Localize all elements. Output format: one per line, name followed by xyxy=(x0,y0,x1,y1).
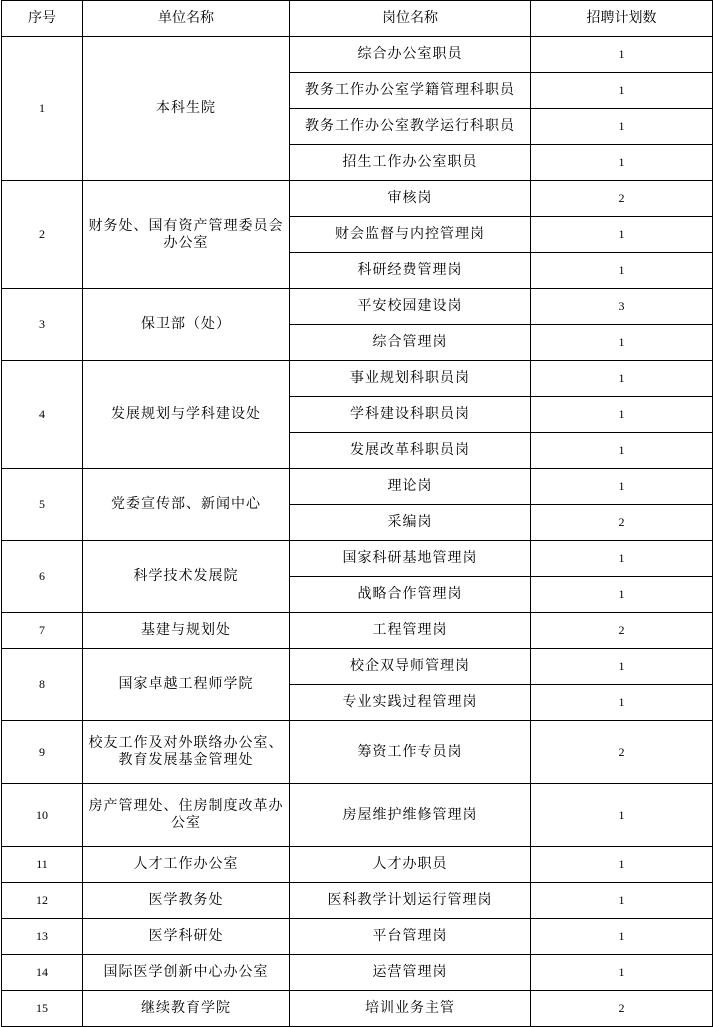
cell-unit: 校友工作及对外联络办公室、 教育发展基金管理处 xyxy=(83,721,290,784)
cell-position: 平安校园建设岗 xyxy=(290,289,531,325)
cell-count: 1 xyxy=(531,145,713,181)
cell-unit: 国际医学创新中心办公室 xyxy=(83,955,290,991)
cell-position: 教务工作办公室学籍管理科职员 xyxy=(290,73,531,109)
table-row xyxy=(2,37,713,73)
table-row xyxy=(2,361,713,397)
cell-unit: 基建与规划处 xyxy=(83,613,290,649)
cell-count: 3 xyxy=(531,289,713,325)
cell-position: 平台管理岗 xyxy=(290,919,531,955)
cell-position: 审核岗 xyxy=(290,181,531,217)
table-row xyxy=(2,289,713,325)
table-row xyxy=(2,541,713,577)
cell-count: 1 xyxy=(531,37,713,73)
cell-seq: 6 xyxy=(2,541,83,613)
cell-position: 工程管理岗 xyxy=(290,613,531,649)
cell-count: 1 xyxy=(531,73,713,109)
cell-position: 战略合作管理岗 xyxy=(290,577,531,613)
cell-position: 医科教学计划运行管理岗 xyxy=(290,883,531,919)
cell-position: 发展改革科职员岗 xyxy=(290,433,531,469)
cell-count: 2 xyxy=(531,181,713,217)
cell-position: 理论岗 xyxy=(290,469,531,505)
cell-seq: 11 xyxy=(2,847,83,883)
cell-position: 采编岗 xyxy=(290,505,531,541)
cell-unit: 国家卓越工程师学院 xyxy=(83,649,290,721)
cell-count: 1 xyxy=(531,577,713,613)
cell-seq: 15 xyxy=(2,991,83,1027)
cell-count: 1 xyxy=(531,433,713,469)
table-row xyxy=(2,919,713,955)
cell-seq: 5 xyxy=(2,469,83,541)
cell-count: 2 xyxy=(531,991,713,1027)
cell-position: 事业规划科职员岗 xyxy=(290,361,531,397)
table-row xyxy=(2,181,713,217)
cell-count: 1 xyxy=(531,253,713,289)
table-row xyxy=(2,991,713,1027)
header-position: 岗位名称 xyxy=(290,1,531,37)
cell-seq: 4 xyxy=(2,361,83,469)
cell-count: 1 xyxy=(531,919,713,955)
cell-seq: 9 xyxy=(2,721,83,784)
table-row xyxy=(2,955,713,991)
cell-count: 1 xyxy=(531,883,713,919)
cell-count: 1 xyxy=(531,847,713,883)
header-seq: 序号 xyxy=(2,1,83,37)
cell-seq: 2 xyxy=(2,181,83,289)
cell-count: 2 xyxy=(531,721,713,784)
table-row xyxy=(2,784,713,847)
cell-position: 专业实践过程管理岗 xyxy=(290,685,531,721)
table-body xyxy=(2,37,713,1027)
cell-unit: 医学教务处 xyxy=(83,883,290,919)
cell-count: 1 xyxy=(531,685,713,721)
cell-seq: 12 xyxy=(2,883,83,919)
recruitment-table xyxy=(1,0,713,1027)
cell-count: 2 xyxy=(531,505,713,541)
cell-unit: 人才工作办公室 xyxy=(83,847,290,883)
cell-position: 人才办职员 xyxy=(290,847,531,883)
table-row xyxy=(2,649,713,685)
header-count: 招聘计划数 xyxy=(531,1,713,37)
cell-count: 1 xyxy=(531,469,713,505)
cell-seq: 8 xyxy=(2,649,83,721)
cell-count: 1 xyxy=(531,217,713,253)
cell-seq: 13 xyxy=(2,919,83,955)
cell-count: 1 xyxy=(531,649,713,685)
cell-position: 教务工作办公室教学运行科职员 xyxy=(290,109,531,145)
cell-unit: 医学科研处 xyxy=(83,919,290,955)
cell-position: 综合管理岗 xyxy=(290,325,531,361)
cell-seq: 10 xyxy=(2,784,83,847)
cell-position: 运营管理岗 xyxy=(290,955,531,991)
table-row xyxy=(2,847,713,883)
cell-position: 综合办公室职员 xyxy=(290,37,531,73)
cell-count: 1 xyxy=(531,955,713,991)
cell-position: 科研经费管理岗 xyxy=(290,253,531,289)
table-row xyxy=(2,883,713,919)
cell-seq: 14 xyxy=(2,955,83,991)
table-row xyxy=(2,721,713,784)
cell-seq: 3 xyxy=(2,289,83,361)
cell-position: 国家科研基地管理岗 xyxy=(290,541,531,577)
cell-count: 1 xyxy=(531,397,713,433)
cell-count: 1 xyxy=(531,109,713,145)
cell-unit: 继续教育学院 xyxy=(83,991,290,1027)
cell-unit: 房产管理处、住房制度改革办公室 xyxy=(83,784,290,847)
cell-unit: 本科生院 xyxy=(83,37,290,181)
cell-position: 校企双导师管理岗 xyxy=(290,649,531,685)
cell-count: 2 xyxy=(531,613,713,649)
cell-position: 招生工作办公室职员 xyxy=(290,145,531,181)
cell-count: 1 xyxy=(531,784,713,847)
table-row xyxy=(2,469,713,505)
cell-position: 财会监督与内控管理岗 xyxy=(290,217,531,253)
cell-count: 1 xyxy=(531,325,713,361)
cell-position: 筹资工作专员岗 xyxy=(290,721,531,784)
cell-seq: 7 xyxy=(2,613,83,649)
cell-unit: 保卫部（处） xyxy=(83,289,290,361)
header-row xyxy=(2,1,713,37)
cell-position: 房屋维护维修管理岗 xyxy=(290,784,531,847)
cell-seq: 1 xyxy=(2,37,83,181)
cell-unit: 发展规划与学科建设处 xyxy=(83,361,290,469)
cell-unit: 党委宣传部、新闻中心 xyxy=(83,469,290,541)
table-row xyxy=(2,613,713,649)
cell-unit: 科学技术发展院 xyxy=(83,541,290,613)
cell-count: 1 xyxy=(531,361,713,397)
cell-position: 培训业务主管 xyxy=(290,991,531,1027)
header-unit: 单位名称 xyxy=(83,1,290,37)
cell-position: 学科建设科职员岗 xyxy=(290,397,531,433)
cell-count: 1 xyxy=(531,541,713,577)
cell-unit: 财务处、国有资产管理委员会办公室 xyxy=(83,181,290,289)
